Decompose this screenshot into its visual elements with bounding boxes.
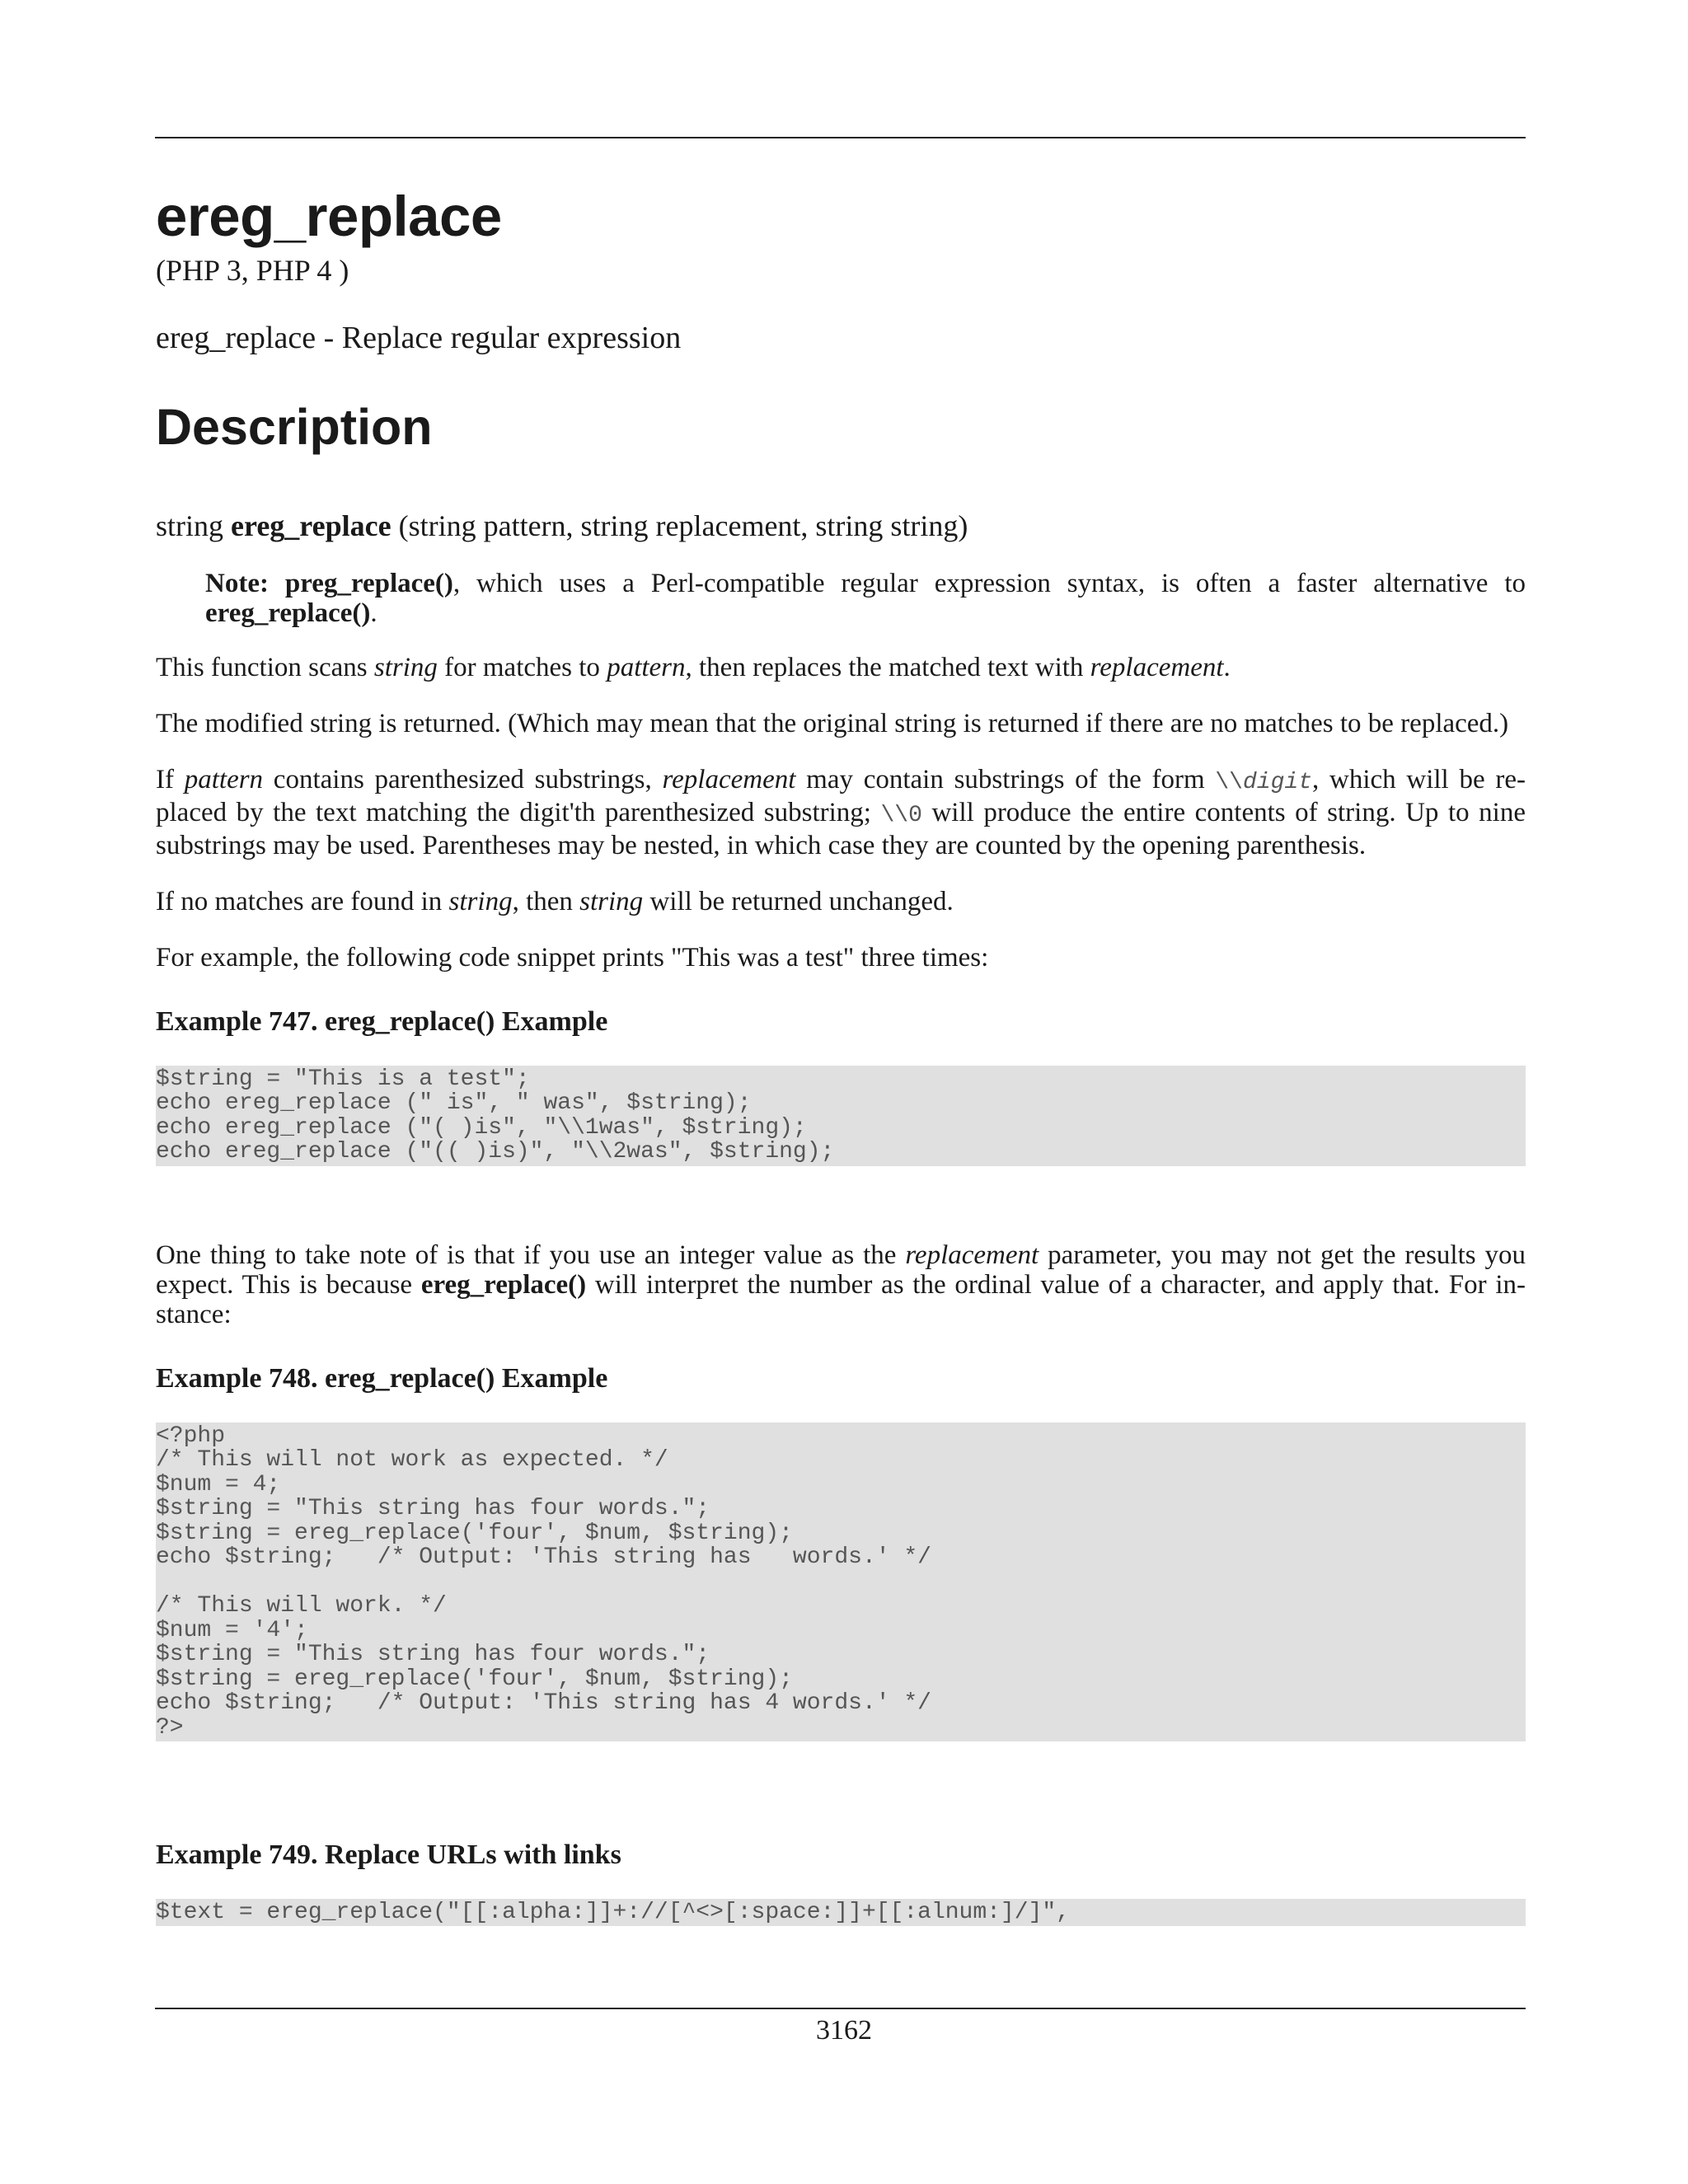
example-749-code: $text = ereg_replace("[[:alpha:]]+://[^<>[:space:]]+[[:alnum:]/]", — [156, 1899, 1526, 1927]
param-pattern: pattern — [184, 764, 264, 794]
text: will interpret the number as the ordinal value of a character, and apply that. For in-stance: — [156, 1269, 1526, 1329]
paragraph-no-matches — [156, 887, 1526, 916]
param-string: string — [448, 886, 513, 916]
page-title: ereg_replace — [156, 185, 502, 248]
paragraph-scan — [156, 653, 1526, 682]
param-replacement: replacement — [905, 1240, 1039, 1270]
text: This function scans — [156, 652, 374, 682]
function-params: (string pattern, string replacement, string string) — [398, 509, 968, 542]
bottom-rule — [155, 2008, 1526, 2009]
text: , then replaces the matched text with — [685, 652, 1090, 682]
text: may contain substrings of the form — [795, 764, 1216, 794]
paragraph-substrings — [156, 765, 1526, 860]
paragraph-example-intro: For example, the following code snippet prints "This was a test" three times: — [156, 942, 989, 972]
text: will be returned unchanged. — [643, 886, 954, 916]
return-type: string — [156, 509, 224, 542]
param-string: string — [579, 886, 644, 916]
param-replacement: replacement — [1090, 652, 1224, 682]
text: for matches to — [437, 652, 607, 682]
note-label: Note: — [205, 568, 269, 598]
text: , then — [512, 886, 580, 916]
text: One thing to take note of is that if you use an integer value as the — [156, 1240, 906, 1270]
func-link[interactable]: ereg_replace() — [420, 1269, 587, 1300]
note-block — [205, 569, 1526, 628]
description-heading: Description — [156, 398, 433, 455]
param-pattern: pattern — [607, 652, 686, 682]
text: If — [156, 764, 185, 794]
text: \\ — [1215, 769, 1243, 795]
paragraph-returned: The modified string is returned. (Which may mean that the original string is returned if there are no matches to be replaced.) — [156, 708, 1509, 738]
text: If no matches are found in — [156, 886, 449, 916]
example-748-title: Example 748. ereg_replace() Example — [156, 1362, 608, 1394]
text: parameter, you may not get the results you expect. This is because — [156, 1240, 1526, 1300]
note-end: . — [370, 598, 377, 628]
text: , which will be re-placed by the text matching the digit'th parenthesized substring; — [156, 764, 1526, 827]
note-func-link[interactable]: preg_replace() — [284, 568, 453, 598]
text: digit — [1242, 769, 1312, 795]
param-replacement: replacement — [662, 764, 796, 794]
note-text: , which uses a Perl-compatible regular expression syntax, is often a faster alternative to — [452, 568, 1526, 598]
function-name: ereg_replace — [231, 509, 392, 542]
top-rule — [155, 137, 1526, 138]
example-748-code: <?php /* This will not work as expected. */ $num = 4; $string = "This string has four words."; $string = ereg_replace('four', $num, $string); echo $string; /* Output: 'This string has words.' */ /* This will work. */ $num = '4'; $string = "This string has four words."; $string = ereg_replace('four', $num, $string); echo $string; /* Output: 'This string has 4 words.' */ ?> — [156, 1422, 1526, 1742]
text: will produce the entire contents of string. Up to nine substrings may be used. Parentheses may be nested, in which case they are counted by the opening parenthesis. — [156, 797, 1526, 860]
refname: ereg_replace - Replace regular expression — [156, 321, 682, 356]
text: contains parenthesized substrings, — [263, 764, 663, 794]
page-content — [156, 185, 1526, 1926]
php-versions: (PHP 3, PHP 4 ) — [156, 254, 349, 287]
paragraph-integer-note — [156, 1240, 1526, 1329]
param-string: string — [373, 652, 438, 682]
text: . — [1223, 652, 1231, 682]
example-747-code: $string = "This is a test"; echo ereg_replace (" is", " was", $string); echo ereg_replace ("( )is", "\\1was", $string); echo ereg_replace ("(( )is)", "\\2was", $string); — [156, 1066, 1526, 1166]
inline-code-backslash — [1215, 770, 1312, 795]
function-synopsis — [156, 509, 1526, 544]
note-func-link-2[interactable]: ereg_replace() — [205, 598, 371, 628]
page-number: 3162 — [816, 2015, 872, 2046]
inline-code-zero: \\0 — [880, 802, 922, 828]
example-747-title: Example 747. ereg_replace() Example — [156, 1005, 608, 1037]
example-749-title: Example 749. Replace URLs with links — [156, 1840, 621, 1871]
